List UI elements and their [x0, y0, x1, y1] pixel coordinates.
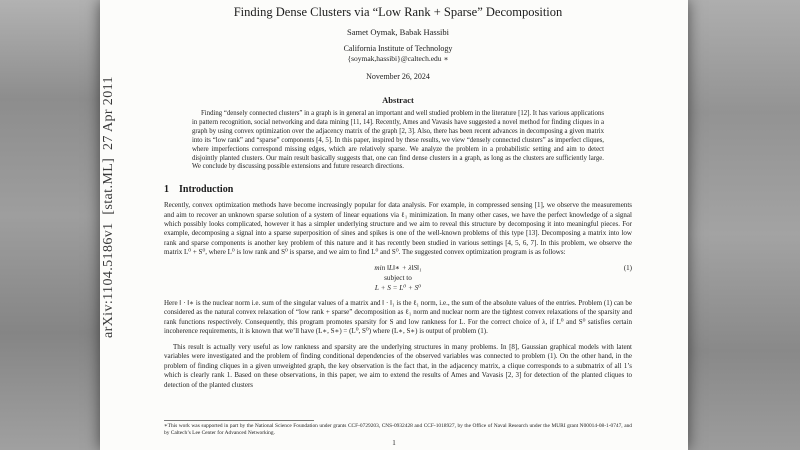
paper-title: Finding Dense Clusters via “Low Rank + Sparse” Decomposition	[233, 5, 563, 19]
paper-content	[164, 0, 632, 390]
section-number: 1	[164, 184, 169, 196]
footnote-rule	[164, 420, 314, 421]
paper-affiliation: California Institute of Technology	[343, 44, 453, 54]
footnote-text: ∗This work was supported in part by the National Science Foundation under grants CCF-0729203, CNS-0932428 and CCF-1018927, by the Office of Naval Research under the MURI grant N00014-08-1-0747, and by Caltech’s Lee Center for Advanced Networking.	[164, 422, 632, 436]
background-blur-right	[688, 0, 800, 450]
page-number: 1	[392, 439, 396, 447]
footnote-block	[164, 420, 632, 437]
equation-constraint: L + S = L⁰ + S⁰	[374, 283, 422, 292]
section-heading	[164, 184, 632, 195]
abstract-heading: Abstract	[382, 95, 414, 106]
abstract-text: Finding “densely connected clusters” in a graph is in general an important and well studied problem in the literature [12]. It has various applications in pattern recognition, social networking and data mining [11, 14]. Recently, Ames and Vavasis have suggested a novel method for finding cliques in a graph by using convex optimization over the adjacency matrix of the graph [2, 3]. Also, there has been recent advances in decomposing a given matrix into its “low rank” and “sparse” components [4, 5]. In this paper, inspired by these results, we view “densely connected clusters” as imperfect cliques, where imperfections correspond missing edges, which are relatively sparse. We analyze the problem in a probabilistic setting and aim to detect disjointly planted clusters. Our main result basically suggests that, one can find dense clusters in a graph, as long as the clusters are sufficiently large. We conclude by discussing possible extensions and future research directions.	[192, 110, 604, 171]
section-title: Introduction	[179, 184, 234, 196]
equation-objective: min ‖L‖∗ + λ‖S‖₁	[374, 263, 422, 272]
background-blur-left	[0, 0, 100, 450]
paper-email: {soymak,hassibi}@caltech.edu ∗	[347, 54, 449, 64]
intro-paragraph-3: This result is actually very useful as low rankness and sparsity are the underlying structures in many problems. In [8], Gaussian graphical models with latent variables were investigated and the problem of finding conditional dependencies of the observed variables was connected to problem (1). On the other hand, in the problem of finding cliques in a given unweighted graph, the key observation is the fact that, in the adjacency matrix, a clique corresponds to a submatrix of all 1’s which is clearly rank 1. Based on these observations, in this paper, we aim to extend the results of Ames and Vavasis [2, 3] for detection of the planted cliques to detection of the planted clusters	[164, 342, 632, 389]
intro-paragraph-1: Recently, convex optimization methods have become increasingly popular for data analysis. For example, in compressed sensing [1], we observe the measurements and aim to recover an unknown sparse solution of a system of linear equations via ℓ₁ minimization. In many other cases, we have the perfect knowledge of a signal which possibly looks complicated, however it has a simpler underlying structure and we aim to reveal this structure by decomposing it into meaningful pieces. For example, decomposing a signal into a sparse superposition of sines and spikes is one of the well-known problems of this type [13]. Decomposing a matrix into low rank and sparse components is another key problem of this nature and it has recently been studied in various settings [4, 5, 6, 7]. In this problem, we observe the matrix L⁰ + S⁰, where L⁰ is low rank and S⁰ is sparse, and we aim to find L⁰ and S⁰. The suggested convex optimization program is as follows:	[164, 201, 632, 257]
equation-subject-to: subject to	[384, 273, 412, 282]
equation-block	[164, 263, 632, 293]
intro-paragraph-2: Here ‖ · ‖∗ is the nuclear norm i.e. sum of the singular values of a matrix and ‖ · ‖₁ is the ℓ₁ norm, i.e., the sum of the absolute values of the entries. Problem (1) can be considered as the natural convex relaxation of “low rank + sparse” decomposition as ℓ₁ norm and nuclear norm are the tightest convex relaxations of the sparsity and rank functions respectively. Consequently, this program promotes sparsity for S and low rankness for L. For the correct choice of λ, if L⁰ and S⁰ satisfies certain incoherence requirements, it is known that we’ll have (L∗, S∗) = (L⁰, S⁰) where (L∗, S∗) is output of problem (1).	[164, 299, 632, 336]
equation-number: (1)	[623, 263, 632, 272]
arxiv-watermark: arXiv:1104.5186v1 [stat.ML] 27 Apr 2011	[101, 76, 116, 338]
paper-authors: Samet Oymak, Babak Hassibi	[347, 27, 449, 38]
paper-page	[100, 0, 688, 450]
paper-date: November 26, 2024	[366, 72, 430, 82]
